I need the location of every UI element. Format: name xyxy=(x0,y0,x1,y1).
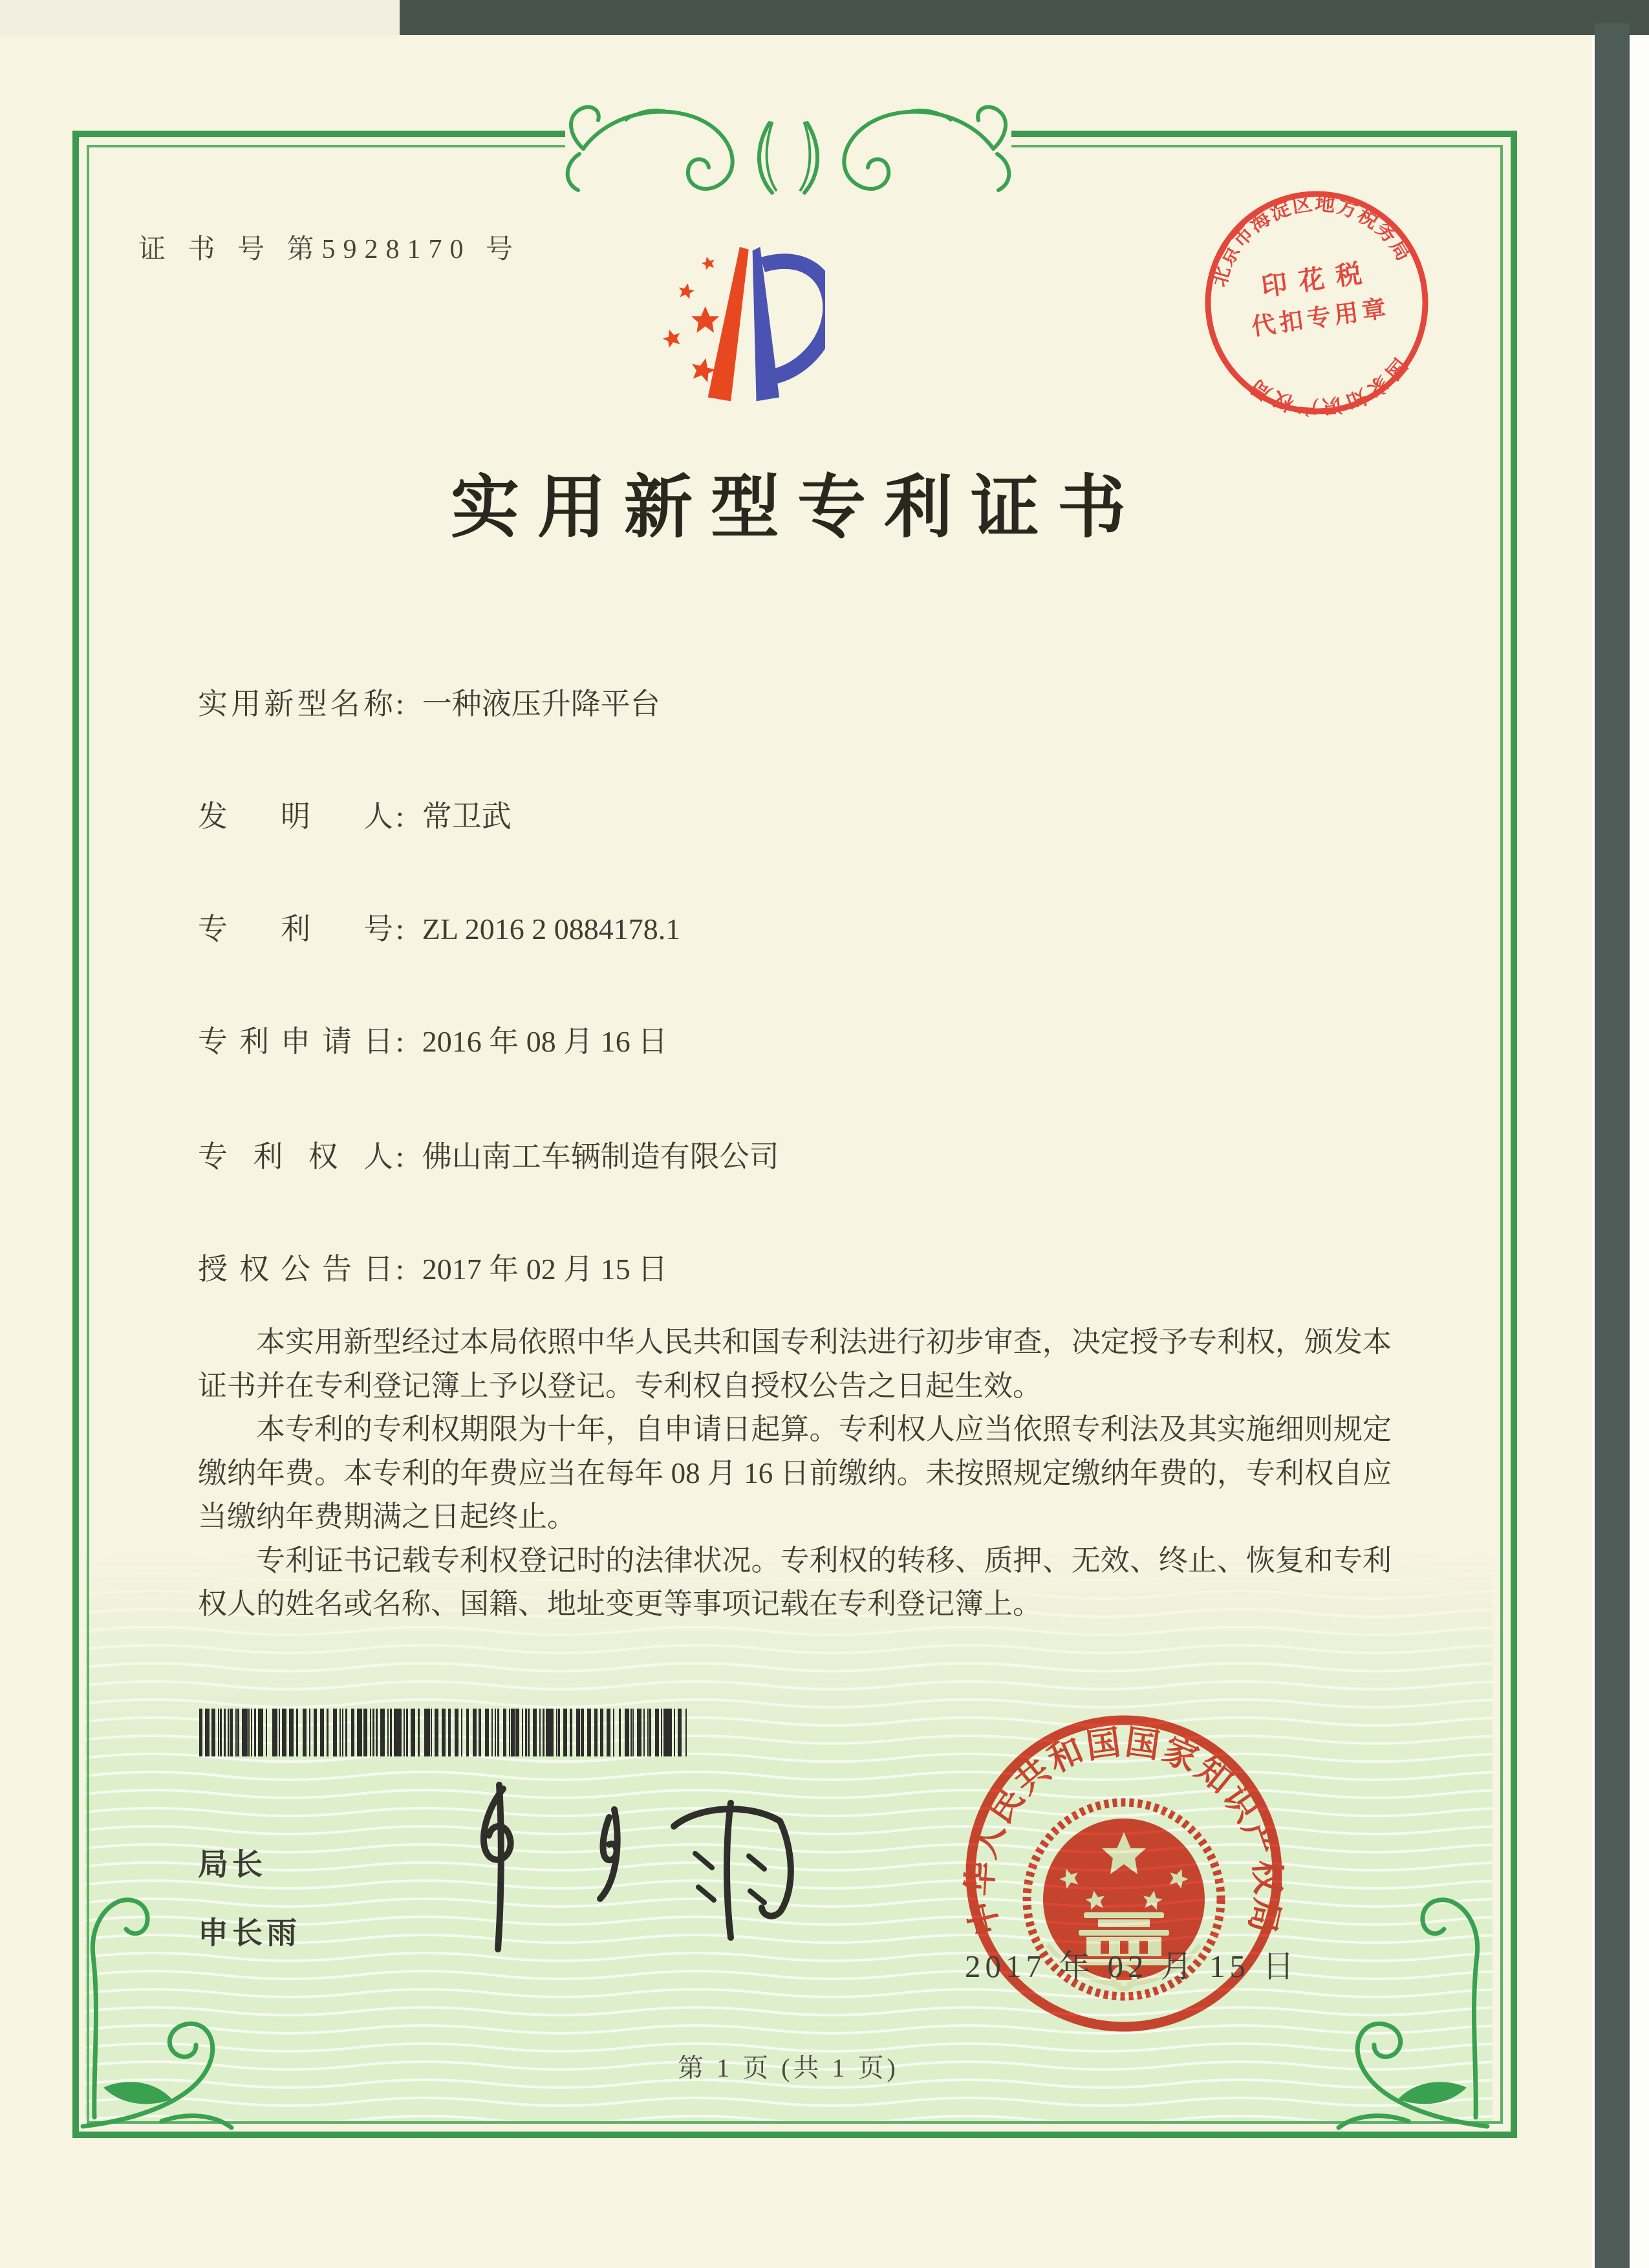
field-separator: : xyxy=(396,913,404,945)
field-label: 专利申请日 xyxy=(198,1025,393,1058)
logo-stars xyxy=(660,255,719,383)
field-label: 专利权人 xyxy=(198,1140,393,1173)
field-separator: : xyxy=(396,687,404,720)
field-inventor xyxy=(198,793,512,836)
field-filing-date xyxy=(198,1018,667,1061)
field-grant-date xyxy=(198,1246,667,1288)
corner-flourish-right xyxy=(1299,1894,1505,2134)
field-value: 2017 年 02 月 15 日 xyxy=(422,1253,668,1286)
page-number: 第 1 页 (共 1 页) xyxy=(678,2053,899,2082)
field-value: 常卫武 xyxy=(422,800,512,833)
cnipa-logo xyxy=(647,237,825,415)
legal-paragraph-1: 本实用新型经过本局依照中华人民共和国专利法进行初步审查，决定授予专利权，颁发本证书并在专利登记簿上予以登记。专利权自授权公告之日起生效。 xyxy=(198,1326,1392,1402)
scan-right-dark-band xyxy=(1595,23,1630,2268)
dragon-ornament xyxy=(542,81,1035,220)
logo-red-cone xyxy=(708,247,749,402)
seal-date: 2017 年 02 月 15 日 xyxy=(965,1949,1299,1984)
legal-paragraph-3: 专利证书记载专利权登记时的法律状况。专利权的转移、质押、无效、终止、恢复和专利权人的姓名或名称、国籍、地址变更等事项记载在专利登记簿上。 xyxy=(198,1544,1392,1620)
legal-paragraph-2: 本专利的专利权期限为十年，自申请日起算。专利权人应当依照专利法及其实施细则规定缴纳年费。本专利的年费应当在每年 08 月 16 日前缴纳。未按照规定缴纳年费的，专利权自应当缴纳年费期满之日起终止。 xyxy=(198,1413,1392,1533)
field-value: ZL 2016 2 0884178.1 xyxy=(422,913,681,945)
stamp-line1: 印花税 xyxy=(1259,257,1375,302)
field-separator: : xyxy=(396,1025,404,1058)
scan-top-dark-band xyxy=(400,0,1649,35)
certificate-number: 证 书 号 第5928170 号 xyxy=(138,235,521,265)
field-label: 授权公告日 xyxy=(198,1253,393,1286)
field-value: 2016 年 08 月 16 日 xyxy=(422,1025,668,1058)
field-patent-number xyxy=(198,905,680,948)
field-separator: : xyxy=(396,800,404,833)
director-name: 申长雨 xyxy=(198,1916,301,1950)
field-utility-model-name xyxy=(198,680,660,723)
field-label: 专利号 xyxy=(198,913,393,945)
barcode xyxy=(199,1709,687,1756)
scan-edge-sliver xyxy=(0,0,401,35)
field-separator: : xyxy=(396,1140,404,1173)
field-separator: : xyxy=(396,1253,404,1286)
field-label: 实用新型名称 xyxy=(198,687,393,720)
certificate-title: 实用新型专利证书 xyxy=(451,470,1144,546)
director-title: 局长 xyxy=(198,1847,266,1881)
field-label: 发明人 xyxy=(198,800,393,833)
field-value: 佛山南工车辆制造有限公司 xyxy=(422,1140,779,1173)
tax-office-stamp xyxy=(1185,171,1449,435)
field-patentee xyxy=(198,1133,779,1176)
cnipa-official-seal xyxy=(956,1705,1292,2042)
director-handwritten-signature xyxy=(427,1777,815,1958)
stamp-arc-top-text: 北京市海淀区地方税务局 xyxy=(1207,191,1417,290)
seal-ring-text: 中华人民共和国国家知识产权局 xyxy=(961,1723,1287,1939)
stamp-arc-bottom-text: 国家知识产权局 xyxy=(1244,354,1412,419)
stamp-line2: 代扣专用章 xyxy=(1250,295,1392,341)
legal-text-block xyxy=(198,1321,1392,1626)
field-value: 一种液压升降平台 xyxy=(422,687,660,720)
